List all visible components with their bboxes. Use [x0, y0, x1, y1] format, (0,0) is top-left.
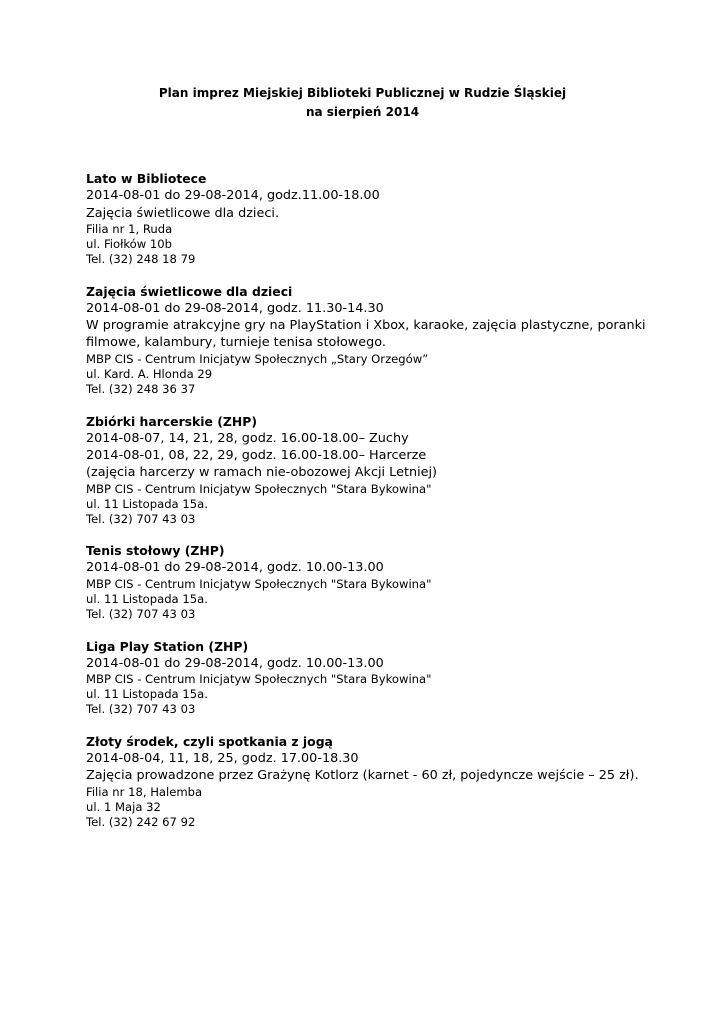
event-1-dates: 2014-08-01 do 29-08-2014, godz.11.00-18.00 [86, 188, 380, 203]
event-3-phone: Tel. (32) 707 43 03 [86, 512, 196, 526]
event-5-dates: 2014-08-01 do 29-08-2014, godz. 10.00-13.00 [86, 656, 384, 671]
event-3-dates-harcerze: 2014-08-01, 08, 22, 29, godz. 16.00-18.00– Harcerze [86, 448, 427, 463]
event-1-description: Zajęcia świetlicowe dla dzieci. [86, 206, 280, 221]
event-3-dates-zuchy: 2014-08-07, 14, 21, 28, godz. 16.00-18.00– Zuchy [86, 431, 409, 446]
event-2-venue: MBP CIS - Centrum Inicjatyw Społecznych „Stary Orzegów” [86, 352, 429, 366]
event-4-venue: MBP CIS - Centrum Inicjatyw Społecznych "Stara Bykowina" [86, 577, 432, 591]
event-1-address: ul. Fiołków 10b [86, 237, 173, 251]
event-6-heading: Złoty środek, czyli spotkania z jogą [86, 734, 333, 749]
event-1-phone: Tel. (32) 248 18 79 [86, 252, 196, 266]
event-4-heading: Tenis stołowy (ZHP) [86, 543, 225, 558]
event-4-phone: Tel. (32) 707 43 03 [86, 607, 196, 621]
event-3-heading: Zbiórki harcerskie (ZHP) [86, 414, 258, 429]
event-5-venue: MBP CIS - Centrum Inicjatyw Społecznych "Stara Bykowina" [86, 672, 432, 686]
event-2-dates: 2014-08-01 do 29-08-2014, godz. 11.30-14.30 [86, 301, 384, 316]
event-5-heading: Liga Play Station (ZHP) [86, 639, 249, 654]
event-6-address: ul. 1 Maja 32 [86, 800, 161, 814]
document-subtitle: na sierpień 2014 [305, 105, 420, 119]
event-6-phone: Tel. (32) 242 67 92 [86, 815, 196, 829]
event-2-description-line2: filmowe, kalambury, turnieje tenisa stołowego. [86, 335, 386, 350]
event-2-phone: Tel. (32) 248 36 37 [86, 382, 196, 396]
event-6-dates: 2014-08-04, 11, 18, 25, godz. 17.00-18.30 [86, 751, 359, 766]
event-2-address: ul. Kard. A. Hlonda 29 [86, 367, 213, 381]
document-title: Plan imprez Miejskiej Biblioteki Publicznej w Rudzie Śląskiej [158, 86, 567, 100]
event-5-address: ul. 11 Listopada 15a. [86, 687, 208, 701]
event-2-heading: Zajęcia świetlicowe dla dzieci [86, 284, 293, 299]
event-6-venue: Filia nr 18, Halemba [86, 785, 203, 799]
event-3-note: (zajęcia harcerzy w ramach nie-obozowej Akcji Letniej) [86, 465, 438, 480]
event-6-description: Zajęcia prowadzone przez Grażynę Kotlorz (karnet - 60 zł, pojedyncze wejście – 25 zł). [86, 768, 639, 783]
event-1-heading: Lato w Bibliotece [86, 171, 207, 186]
event-4-dates: 2014-08-01 do 29-08-2014, godz. 10.00-13.00 [86, 560, 384, 575]
event-3-venue: MBP CIS - Centrum Inicjatyw Społecznych "Stara Bykowina" [86, 482, 432, 496]
event-5-phone: Tel. (32) 707 43 03 [86, 702, 196, 716]
event-4-address: ul. 11 Listopada 15a. [86, 592, 208, 606]
event-3-address: ul. 11 Listopada 15a. [86, 497, 208, 511]
event-2-description-line1: W programie atrakcyjne gry na PlayStation i Xbox, karaoke, zajęcia plastyczne, poranki [86, 318, 646, 333]
event-1-venue: Filia nr 1, Ruda [86, 222, 173, 236]
